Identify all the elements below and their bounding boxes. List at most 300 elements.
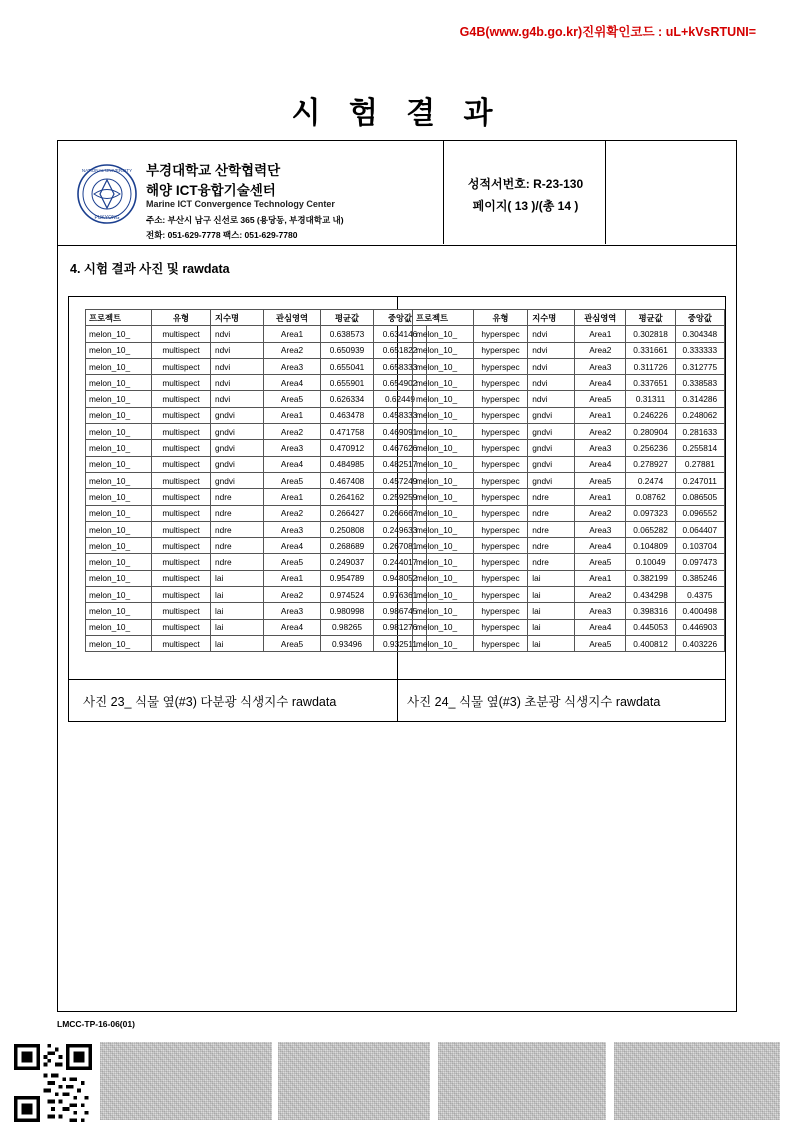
table-cell: hyperspec — [473, 456, 528, 472]
table-cell: ndre — [528, 554, 575, 570]
table-cell: ndre — [211, 521, 264, 537]
table-cell: melon_10_ — [86, 424, 152, 440]
table-cell: 0.267081 — [374, 538, 427, 554]
table-row — [86, 635, 427, 651]
table-cell: multispect — [152, 375, 211, 391]
table-cell: multispect — [152, 440, 211, 456]
caption-right: 사진 24_ 식물 옆(#3) 초분광 식생지수 rawdata — [407, 695, 661, 709]
col-type: 유형 — [152, 310, 211, 326]
table-cell: ndvi — [528, 342, 575, 358]
table-cell: melon_10_ — [413, 375, 474, 391]
table-cell: multispect — [152, 619, 211, 635]
table-header-row — [86, 310, 427, 326]
table-cell: 0.400498 — [675, 603, 724, 619]
table-cell: melon_10_ — [413, 603, 474, 619]
table-row — [86, 619, 427, 635]
table-cell: ndvi — [528, 326, 575, 342]
table-row — [413, 505, 725, 521]
table-cell: melon_10_ — [413, 342, 474, 358]
table-cell: 0.655901 — [321, 375, 374, 391]
table-cell: 0.445053 — [626, 619, 675, 635]
table-cell: 0.457249 — [374, 472, 427, 488]
table-cell: melon_10_ — [413, 505, 474, 521]
table-cell: 0.974524 — [321, 587, 374, 603]
table-cell: melon_10_ — [86, 358, 152, 374]
verification-code: G4B(www.g4b.go.kr)진위확인코드 : uL+kVsRTUNI= — [459, 25, 756, 39]
org-name-english: Marine ICT Convergence Technology Center — [146, 199, 335, 209]
table-cell: multispect — [152, 424, 211, 440]
table-row — [86, 538, 427, 554]
table-cell: ndvi — [211, 391, 264, 407]
table-row — [413, 358, 725, 374]
table-cell: Area3 — [575, 603, 626, 619]
table-row — [413, 521, 725, 537]
table-cell: 0.458333 — [374, 407, 427, 423]
table-cell: 0.98265 — [321, 619, 374, 635]
table-cell: 0.064407 — [675, 521, 724, 537]
table-cell: Area2 — [264, 424, 321, 440]
table-cell: Area1 — [575, 407, 626, 423]
rawdata-region — [68, 296, 726, 722]
org-name-line2: 해양 ICT융합기술센터 — [146, 183, 276, 198]
table-row — [86, 424, 427, 440]
table-cell: lai — [211, 587, 264, 603]
table-cell: 0.097473 — [675, 554, 724, 570]
table-cell: lai — [528, 635, 575, 651]
col-type: 유형 — [473, 310, 528, 326]
right-table-wrap — [412, 309, 725, 652]
col-mean: 평균값 — [321, 310, 374, 326]
table-cell: hyperspec — [473, 635, 528, 651]
table-cell: multispect — [152, 391, 211, 407]
table-cell: melon_10_ — [86, 538, 152, 554]
table-cell: Area1 — [264, 326, 321, 342]
caption-left: 사진 23_ 식물 옆(#3) 다분광 식생지수 rawdata — [83, 695, 337, 709]
table-cell: gndvi — [528, 424, 575, 440]
table-cell: 0.954789 — [321, 570, 374, 586]
table-cell: ndre — [211, 505, 264, 521]
table-cell: multispect — [152, 358, 211, 374]
table-cell: gndvi — [211, 456, 264, 472]
table-cell: lai — [528, 570, 575, 586]
table-cell: hyperspec — [473, 619, 528, 635]
table-cell: 0.470912 — [321, 440, 374, 456]
table-cell: Area4 — [575, 619, 626, 635]
table-row — [413, 587, 725, 603]
table-cell: hyperspec — [473, 407, 528, 423]
table-cell: Area5 — [264, 635, 321, 651]
table-cell: melon_10_ — [413, 456, 474, 472]
table-cell: 0.248062 — [675, 407, 724, 423]
table-row — [413, 635, 725, 651]
table-cell: Area1 — [264, 407, 321, 423]
caption-row — [69, 679, 725, 721]
table-row — [86, 472, 427, 488]
table-row — [413, 489, 725, 505]
table-cell: 0.482517 — [374, 456, 427, 472]
footer-noise-1 — [100, 1042, 272, 1120]
table-cell: 0.249633 — [374, 521, 427, 537]
table-cell: Area4 — [264, 538, 321, 554]
table-row — [86, 391, 427, 407]
table-cell: 0.382199 — [626, 570, 675, 586]
table-cell: 0.249037 — [321, 554, 374, 570]
table-cell: Area2 — [264, 587, 321, 603]
table-row — [413, 391, 725, 407]
table-cell: ndre — [211, 554, 264, 570]
table-cell: melon_10_ — [86, 456, 152, 472]
col-mean: 평균값 — [626, 310, 675, 326]
table-cell: melon_10_ — [86, 440, 152, 456]
table-cell: 0.104809 — [626, 538, 675, 554]
table-cell: multispect — [152, 635, 211, 651]
col-median: 중앙값 — [675, 310, 724, 326]
university-logo-icon — [76, 163, 138, 225]
table-row — [413, 342, 725, 358]
table-cell: Area3 — [264, 440, 321, 456]
table-cell: gndvi — [211, 472, 264, 488]
table-cell: 0.463478 — [321, 407, 374, 423]
table-row — [413, 375, 725, 391]
table-cell: ndre — [528, 521, 575, 537]
table-cell: 0.626334 — [321, 391, 374, 407]
svg-text:PUKYONG: PUKYONG — [94, 215, 120, 221]
org-name-line1: 부경대학교 산학협력단 — [146, 163, 281, 178]
table-cell: melon_10_ — [86, 342, 152, 358]
table-row — [413, 326, 725, 342]
table-row — [86, 456, 427, 472]
table-cell: 0.256236 — [626, 440, 675, 456]
table-cell: 0.484985 — [321, 456, 374, 472]
table-cell: melon_10_ — [86, 603, 152, 619]
table-cell: 0.268689 — [321, 538, 374, 554]
table-cell: 0.385246 — [675, 570, 724, 586]
table-cell: 0.467626 — [374, 440, 427, 456]
org-contact: 전화: 051-629-7778 팩스: 051-629-7780 — [146, 230, 298, 240]
table-cell: 0.948052 — [374, 570, 427, 586]
col-median: 중앙값 — [374, 310, 427, 326]
table-cell: Area3 — [575, 521, 626, 537]
table-cell: melon_10_ — [86, 570, 152, 586]
page-title: 시 험 결 과 — [291, 97, 503, 130]
table-cell: Area2 — [264, 342, 321, 358]
table-cell: hyperspec — [473, 521, 528, 537]
table-row — [86, 505, 427, 521]
multispectral-rawdata-table — [85, 309, 427, 652]
table-cell: melon_10_ — [86, 489, 152, 505]
table-cell: melon_10_ — [413, 440, 474, 456]
table-cell: Area2 — [264, 505, 321, 521]
table-row — [413, 554, 725, 570]
table-row — [413, 456, 725, 472]
table-cell: 0.986745 — [374, 603, 427, 619]
table-cell: 0.281633 — [675, 424, 724, 440]
table-cell: lai — [211, 570, 264, 586]
table-row — [413, 472, 725, 488]
table-cell: 0.932511 — [374, 635, 427, 651]
table-cell: Area2 — [575, 342, 626, 358]
table-cell: 0.654902 — [374, 375, 427, 391]
table-cell: gndvi — [528, 456, 575, 472]
table-cell: multispect — [152, 554, 211, 570]
table-cell: 0.259259 — [374, 489, 427, 505]
table-cell: Area4 — [264, 456, 321, 472]
table-cell: hyperspec — [473, 375, 528, 391]
table-row — [86, 326, 427, 342]
table-row — [86, 521, 427, 537]
table-cell: ndre — [211, 538, 264, 554]
footer-strip — [0, 1040, 794, 1123]
table-cell: melon_10_ — [86, 554, 152, 570]
table-cell: Area3 — [264, 521, 321, 537]
table-cell: melon_10_ — [413, 489, 474, 505]
table-cell: ndre — [528, 489, 575, 505]
table-cell: 0.247011 — [675, 472, 724, 488]
table-cell: multispect — [152, 326, 211, 342]
table-cell: multispect — [152, 342, 211, 358]
table-cell: melon_10_ — [413, 635, 474, 651]
table-cell: melon_10_ — [413, 472, 474, 488]
table-row — [86, 407, 427, 423]
table-cell: hyperspec — [473, 603, 528, 619]
section-heading: 4. 시험 결과 사진 및 rawdata — [70, 262, 230, 276]
table-cell: 0.331661 — [626, 342, 675, 358]
table-cell: hyperspec — [473, 358, 528, 374]
table-cell: gndvi — [211, 424, 264, 440]
table-cell: melon_10_ — [86, 619, 152, 635]
table-cell: 0.31311 — [626, 391, 675, 407]
left-table-wrap — [85, 309, 427, 652]
table-cell: 0.280904 — [626, 424, 675, 440]
table-cell: hyperspec — [473, 424, 528, 440]
table-row — [86, 342, 427, 358]
table-cell: Area4 — [575, 538, 626, 554]
table-cell: multispect — [152, 407, 211, 423]
table-cell: ndre — [528, 505, 575, 521]
table-cell: gndvi — [211, 440, 264, 456]
table-cell: 0.62449 — [374, 391, 427, 407]
table-cell: 0.096552 — [675, 505, 724, 521]
table-row — [86, 375, 427, 391]
header-cert-cell — [443, 141, 606, 244]
table-cell: 0.266427 — [321, 505, 374, 521]
table-cell: melon_10_ — [86, 472, 152, 488]
table-cell: 0.980998 — [321, 603, 374, 619]
table-cell: multispect — [152, 521, 211, 537]
table-row — [86, 603, 427, 619]
table-cell: multispect — [152, 489, 211, 505]
table-cell: hyperspec — [473, 326, 528, 342]
table-cell: Area5 — [264, 472, 321, 488]
table-cell: Area2 — [575, 505, 626, 521]
table-cell: 0.255814 — [675, 440, 724, 456]
table-cell: ndvi — [211, 326, 264, 342]
table-cell: melon_10_ — [413, 538, 474, 554]
table-cell: ndvi — [528, 391, 575, 407]
table-cell: hyperspec — [473, 587, 528, 603]
table-cell: Area5 — [575, 391, 626, 407]
table-cell: 0.266667 — [374, 505, 427, 521]
table-cell: 0.403226 — [675, 635, 724, 651]
table-cell: multispect — [152, 505, 211, 521]
table-cell: 0.2474 — [626, 472, 675, 488]
table-row — [86, 554, 427, 570]
table-cell: hyperspec — [473, 342, 528, 358]
table-cell: hyperspec — [473, 391, 528, 407]
col-project: 프로젝트 — [413, 310, 474, 326]
table-cell: 0.264162 — [321, 489, 374, 505]
table-cell: ndre — [528, 538, 575, 554]
table-cell: melon_10_ — [413, 570, 474, 586]
table-cell: Area4 — [264, 619, 321, 635]
org-address: 주소: 부산시 남구 신선로 365 (용당동, 부경대학교 내) — [146, 215, 344, 225]
table-cell: multispect — [152, 538, 211, 554]
table-cell: Area2 — [575, 424, 626, 440]
table-cell: ndvi — [211, 358, 264, 374]
table-cell: 0.333333 — [675, 342, 724, 358]
col-project: 프로젝트 — [86, 310, 152, 326]
table-cell: lai — [211, 635, 264, 651]
table-cell: Area5 — [264, 391, 321, 407]
table-cell: 0.246226 — [626, 407, 675, 423]
table-cell: gndvi — [528, 472, 575, 488]
table-cell: 0.097323 — [626, 505, 675, 521]
header-org-cell — [58, 141, 443, 244]
table-cell: 0.655041 — [321, 358, 374, 374]
table-cell: melon_10_ — [86, 505, 152, 521]
footer-noise-4 — [614, 1042, 780, 1120]
table-cell: 0.446903 — [675, 619, 724, 635]
table-cell: Area3 — [575, 358, 626, 374]
table-cell: 0.469091 — [374, 424, 427, 440]
table-cell: ndvi — [528, 358, 575, 374]
table-cell: hyperspec — [473, 440, 528, 456]
table-cell: 0.337651 — [626, 375, 675, 391]
table-cell: gndvi — [528, 440, 575, 456]
table-cell: Area3 — [264, 358, 321, 374]
table-cell: 0.398316 — [626, 603, 675, 619]
table-row — [86, 570, 427, 586]
col-index: 지수명 — [528, 310, 575, 326]
table-cell: Area3 — [264, 603, 321, 619]
table-cell: lai — [211, 603, 264, 619]
table-row — [413, 440, 725, 456]
table-row — [413, 619, 725, 635]
table-cell: Area3 — [575, 440, 626, 456]
table-cell: 0.278927 — [626, 456, 675, 472]
table-cell: hyperspec — [473, 489, 528, 505]
header-block — [58, 141, 736, 246]
table-cell: 0.658333 — [374, 358, 427, 374]
table-cell: Area2 — [575, 587, 626, 603]
table-cell: 0.304348 — [675, 326, 724, 342]
table-cell: 0.4375 — [675, 587, 724, 603]
footer-noise-2 — [278, 1042, 430, 1120]
table-cell: 0.467408 — [321, 472, 374, 488]
table-cell: melon_10_ — [413, 619, 474, 635]
table-row — [413, 424, 725, 440]
table-row — [413, 407, 725, 423]
table-row — [86, 489, 427, 505]
table-cell: 0.311726 — [626, 358, 675, 374]
header-blank-cell — [606, 141, 736, 244]
table-cell: ndvi — [211, 375, 264, 391]
table-cell: Area5 — [575, 635, 626, 651]
qr-code-icon — [14, 1044, 92, 1122]
table-cell: multispect — [152, 456, 211, 472]
table-row — [413, 603, 725, 619]
table-cell: Area4 — [264, 375, 321, 391]
table-cell: 0.314286 — [675, 391, 724, 407]
table-cell: Area4 — [575, 456, 626, 472]
table-cell: 0.638573 — [321, 326, 374, 342]
table-cell: multispect — [152, 472, 211, 488]
table-cell: 0.650939 — [321, 342, 374, 358]
table-cell: 0.244017 — [374, 554, 427, 570]
table-cell: ndvi — [528, 375, 575, 391]
table-cell: 0.651822 — [374, 342, 427, 358]
certificate-number: 성적서번호: R-23-130 — [467, 177, 584, 191]
table-cell: Area5 — [575, 554, 626, 570]
table-cell: melon_10_ — [86, 407, 152, 423]
table-row — [86, 358, 427, 374]
table-cell: Area4 — [575, 375, 626, 391]
table-cell: multispect — [152, 587, 211, 603]
table-cell: melon_10_ — [413, 424, 474, 440]
table-cell: gndvi — [528, 407, 575, 423]
table-row — [86, 587, 427, 603]
table-cell: multispect — [152, 603, 211, 619]
table-cell: 0.981276 — [374, 619, 427, 635]
table-cell: 0.400812 — [626, 635, 675, 651]
table-cell: 0.250808 — [321, 521, 374, 537]
table-row — [413, 570, 725, 586]
table-cell: lai — [211, 619, 264, 635]
table-cell: lai — [528, 619, 575, 635]
table-cell: 0.338583 — [675, 375, 724, 391]
col-area: 관심영역 — [264, 310, 321, 326]
table-cell: 0.08762 — [626, 489, 675, 505]
table-cell: 0.10049 — [626, 554, 675, 570]
table-cell: lai — [528, 603, 575, 619]
table-cell: hyperspec — [473, 554, 528, 570]
form-code: LMCC-TP-16-06(01) — [57, 1019, 135, 1029]
table-cell: Area1 — [575, 489, 626, 505]
table-row — [86, 440, 427, 456]
table-cell: hyperspec — [473, 570, 528, 586]
table-cell: 0.086505 — [675, 489, 724, 505]
table-cell: melon_10_ — [413, 391, 474, 407]
table-cell: hyperspec — [473, 538, 528, 554]
table-cell: Area1 — [575, 326, 626, 342]
table-cell: melon_10_ — [413, 554, 474, 570]
table-cell: melon_10_ — [413, 407, 474, 423]
table-cell: ndvi — [211, 342, 264, 358]
table-cell: 0.634146 — [374, 326, 427, 342]
table-cell: gndvi — [211, 407, 264, 423]
table-cell: melon_10_ — [413, 358, 474, 374]
table-cell: Area1 — [575, 570, 626, 586]
table-cell: hyperspec — [473, 472, 528, 488]
table-cell: Area5 — [264, 554, 321, 570]
report-frame — [57, 140, 737, 1012]
table-cell: hyperspec — [473, 505, 528, 521]
table-cell: 0.93496 — [321, 635, 374, 651]
table-cell: 0.434298 — [626, 587, 675, 603]
table-cell: melon_10_ — [86, 375, 152, 391]
col-area: 관심영역 — [575, 310, 626, 326]
svg-text:NATIONAL UNIVERSITY: NATIONAL UNIVERSITY — [81, 168, 133, 173]
